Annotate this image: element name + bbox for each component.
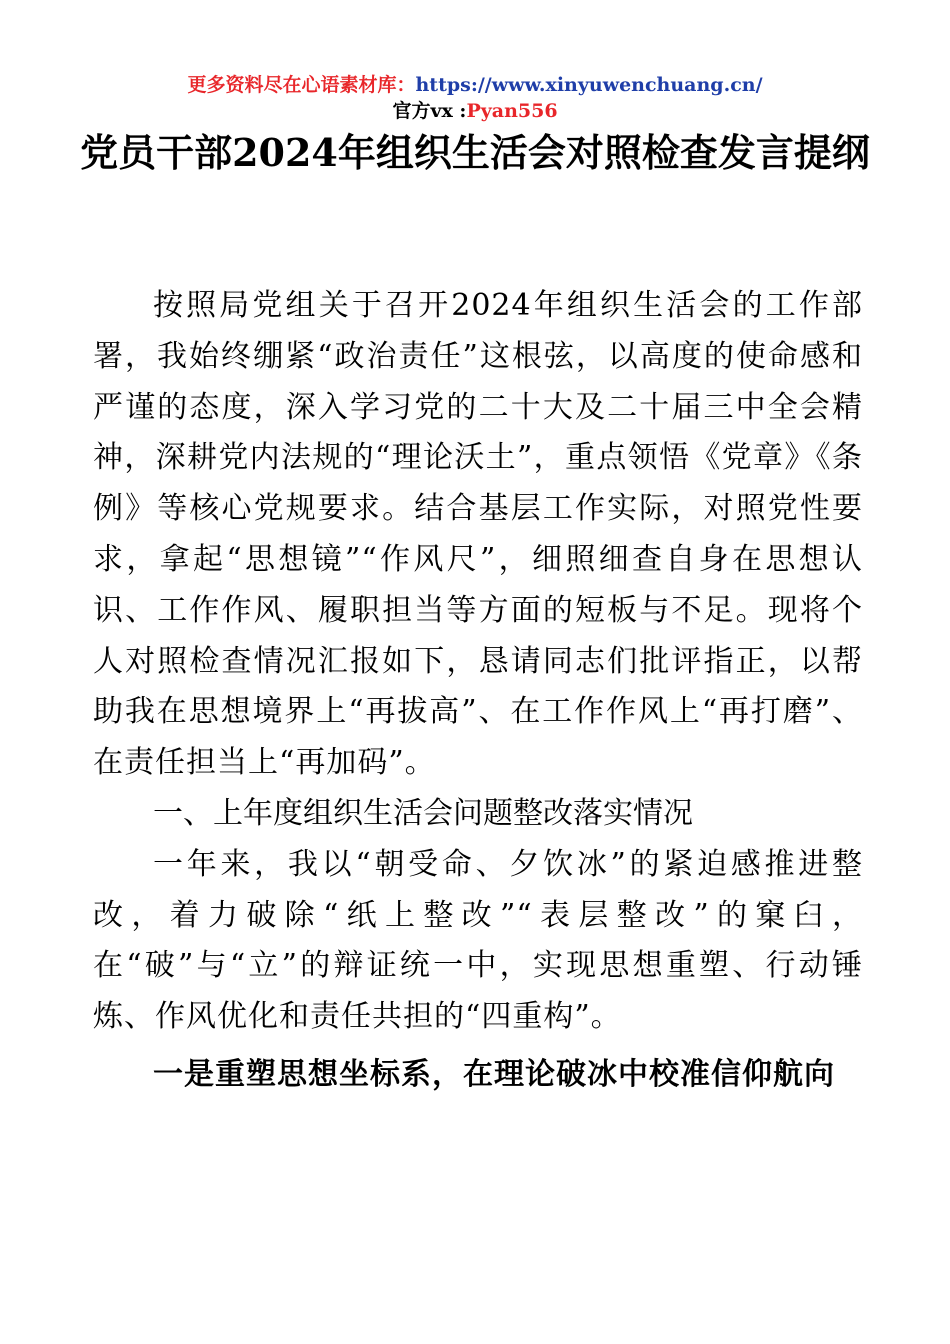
- resource-banner: [0, 72, 950, 98]
- document-title: 党员干部2024年组织生活会对照检查发言提纲: [80, 130, 870, 175]
- wechat-label: 官方vx :: [392, 100, 467, 122]
- section-1-heading: 一、上年度组织生活会问题整改落实情况: [153, 795, 693, 831]
- subsection-1-heading: 一是重塑思想坐标系，在理论破冰中校准信仰航向: [153, 1056, 835, 1092]
- document-body: [93, 281, 863, 1101]
- section-1-paragraph: 一年来，我以“朝受命、夕饮冰”的紧迫感推进整改，着力破除“纸上整改”“表层整改”的窠臼，在“破”与“立”的辩证统一中，实现思想重塑、行动锤炼、作风优化和责任共担的“四重构”。: [93, 846, 863, 1035]
- resource-label: 更多资料尽在心语素材库：: [187, 74, 416, 96]
- intro-paragraph: 按照局党组关于召开2024年组织生活会的工作部署，我始终绷紧“政治责任”这根弦，以高度的使命感和严谨的态度，深入学习党的二十大及二十届三中全会精神，深耕党内法规的“理论沃土”，重点领悟《党章》《条例》等核心党规要求。结合基层工作实际，对照党性要求，拿起“思想镜”“作风尺”，细照细查自身在思想认识、工作作风、履职担当等方面的短板与不足。现将个人对照检查情况汇报如下，恳请同志们批评指正，以帮助我在思想境界上“再拔高”、在工作作风上“再打磨”、在责任担当上“再加码”。: [93, 288, 863, 781]
- resource-link[interactable]: https://www.xinyuwenchuang.cn/: [415, 74, 763, 96]
- wechat-handle: Pyan556: [466, 100, 558, 122]
- wechat-banner: [0, 98, 950, 124]
